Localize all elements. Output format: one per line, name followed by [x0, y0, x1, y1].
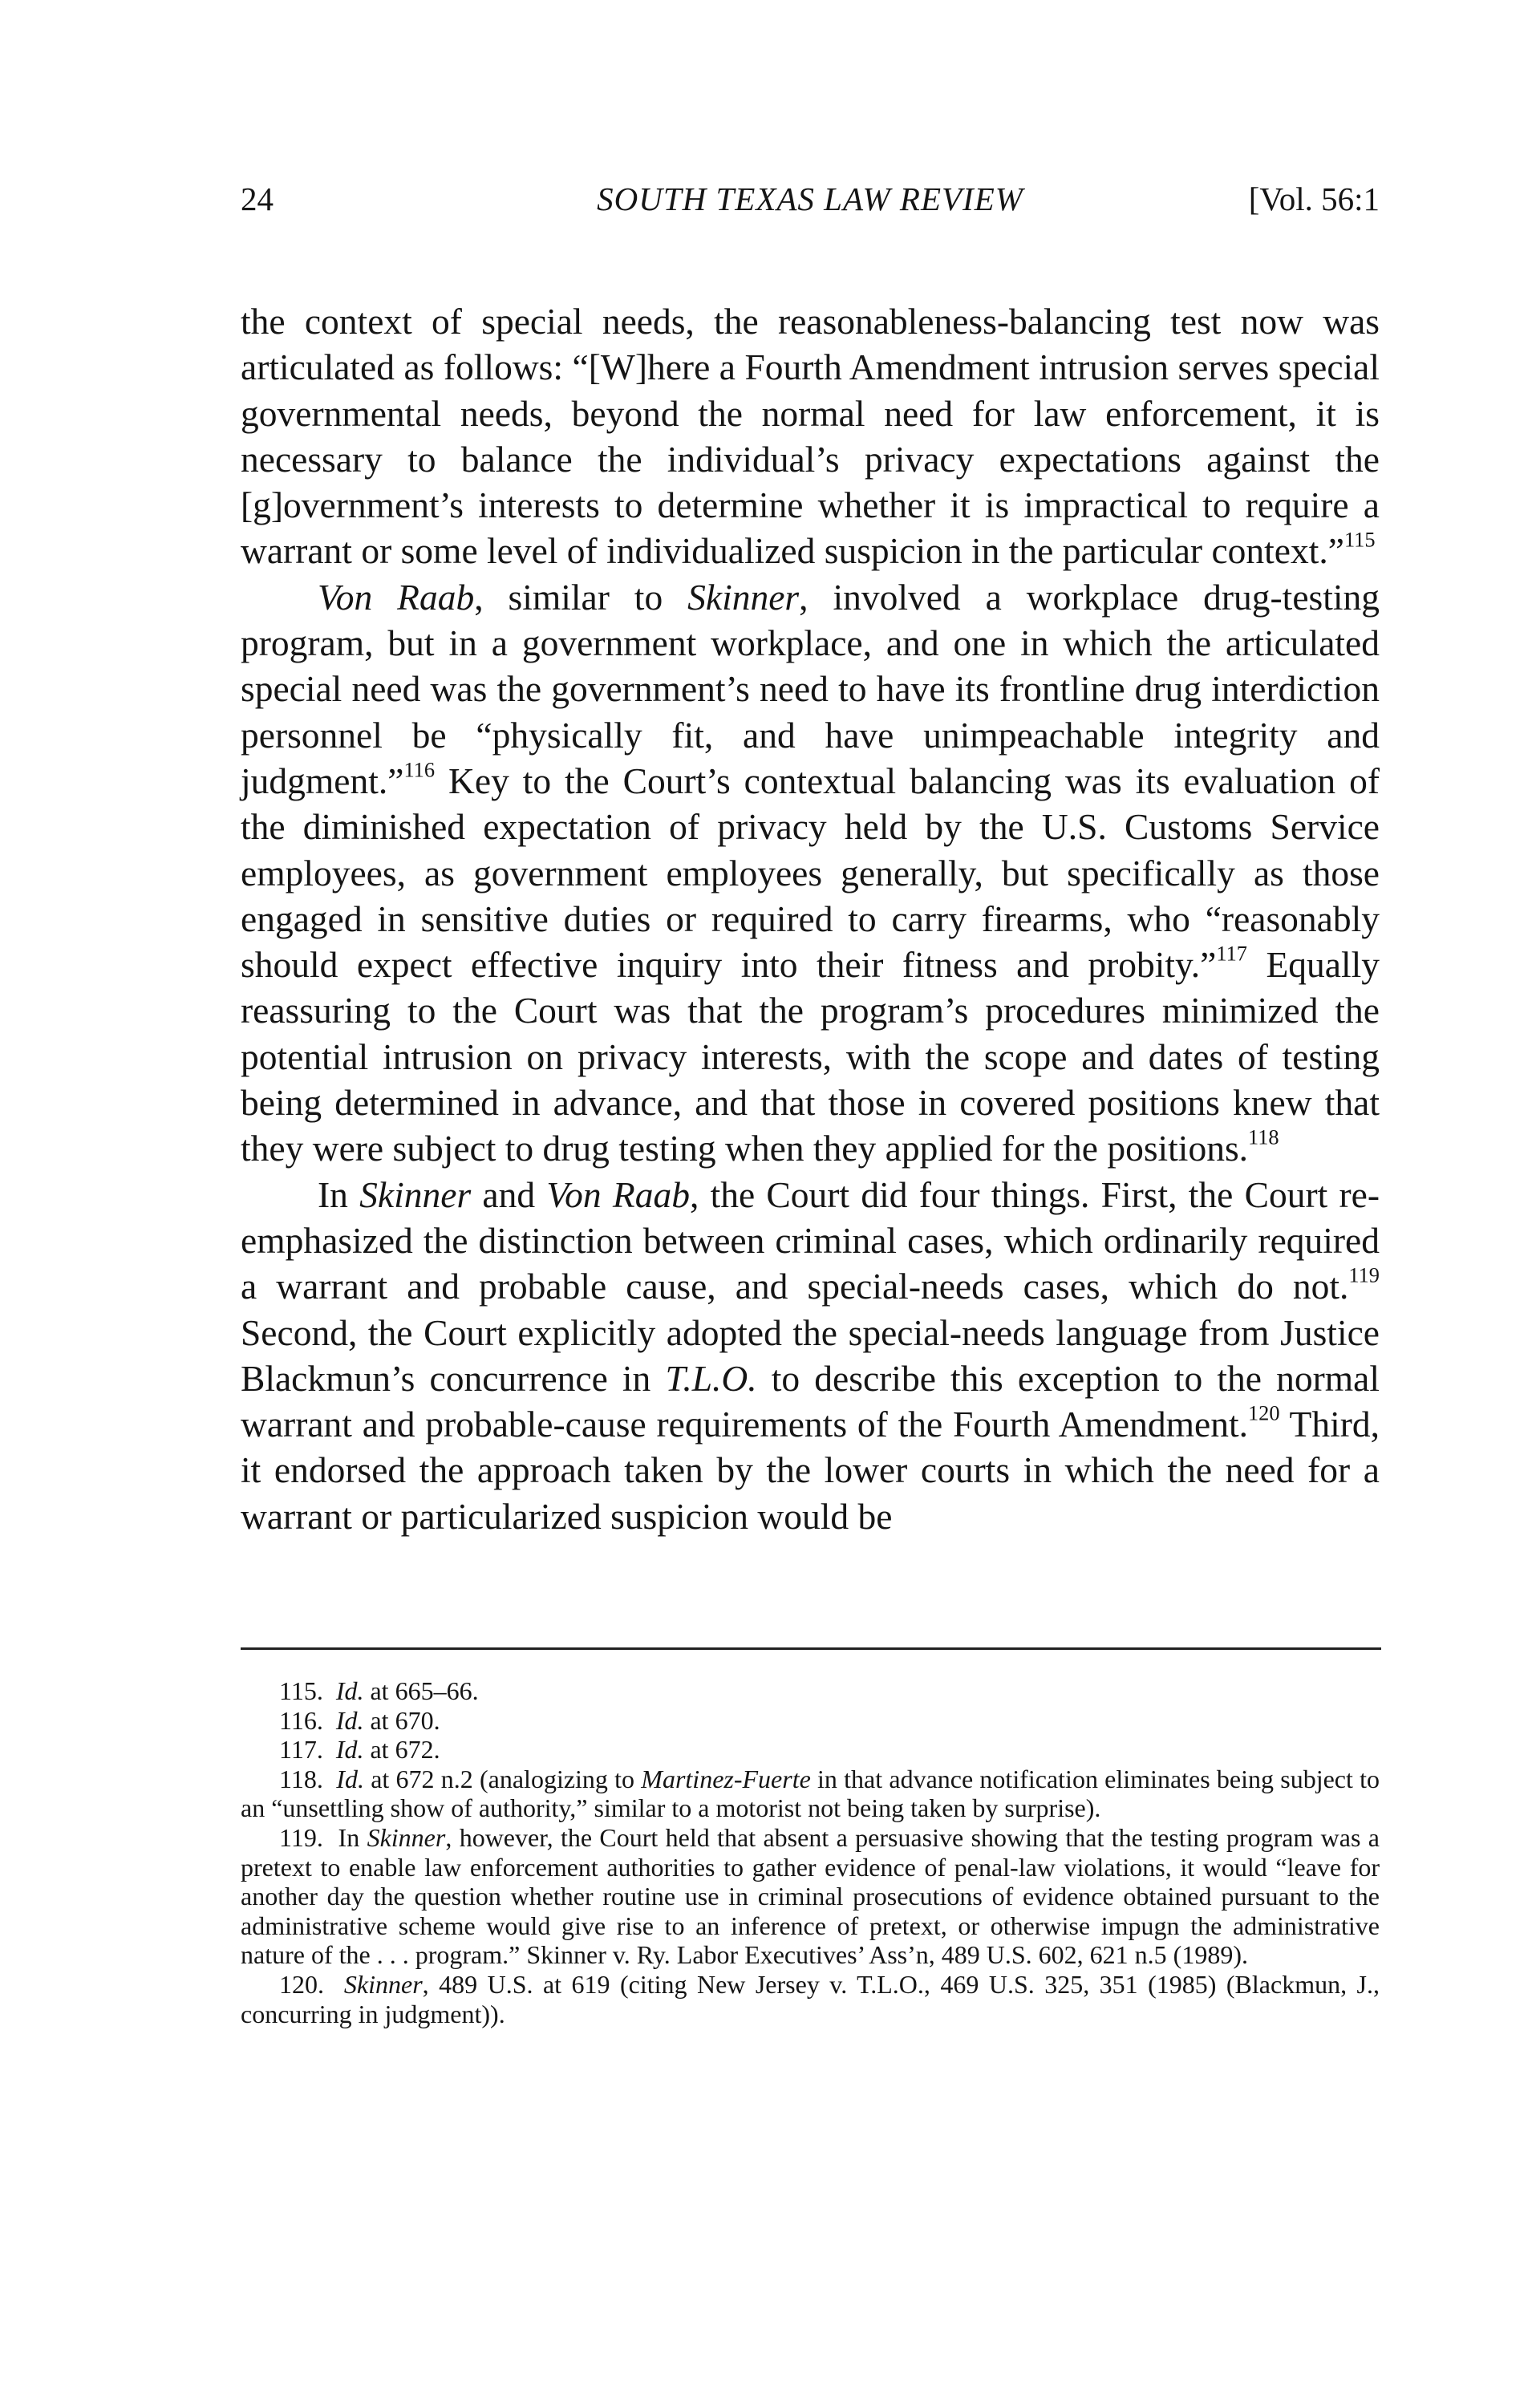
volume-label: [Vol. 56:1 — [1248, 180, 1380, 217]
footnotes — [241, 1676, 1380, 2028]
footnote-ref-118[interactable]: 118 — [1248, 1124, 1279, 1149]
footnote-118: 118. Id. at 672 n.2 (analogizing to Martinez-Fuerte in that advance notification eliminates being subject to an “unsettling show of authority,” similar to a motorist not being taken by surprise). — [241, 1764, 1380, 1823]
running-header — [241, 175, 1380, 223]
footnote-ref-119[interactable]: 119 — [1348, 1262, 1380, 1287]
footnote-ref-117[interactable]: 117 — [1216, 941, 1247, 966]
footnote-116: 116. Id. at 670. — [279, 1705, 440, 1735]
footnote-ref-120[interactable]: 120 — [1247, 1400, 1280, 1425]
footnote-ref-116[interactable]: 116 — [403, 757, 436, 782]
main-text — [241, 298, 1380, 1539]
paragraph-von-raab: Von Raab, similar to Skinner, involved a workplace drug-testing program, but in a government workplace, and one in which the articulated special need was the government’s need to have its frontline drug interdiction personnel be “physically fit, and have unimpeachable integrity and judgment.”$^{116}$ Key to the Court’s contextual balancing was its evaluation of the diminished expectation of privacy held by the U.S. Customs Service employees, as government employees generally, but specifically as those engaged in sensitive duties or required to carry firearms, who “reasonably should expect effective inquiry into their fitness and probity.”$^{117}$ Equally reassuring to the Court was that the program’s procedures minimized the potential intrusion on privacy interests, with the scope and dates of testing being determined in advance, and that those in covered positions knew that they were subject to drug testing when they applied for the positions.$^{118}$ — [241, 576, 1380, 1169]
page-number: 24 — [241, 180, 274, 217]
footnote-ref-115[interactable]: 115 — [1343, 527, 1376, 552]
footnote-115: 115. Id. at 665–66. — [279, 1676, 479, 1705]
footnote-119: 119. In Skinner, however, the Court held that absent a persuasive showing that the testing program was a pretext to enable law enforcement authorities to gather evidence of penal-law violations, it would “leave for another day the question whether routine use in criminal prosecutions of evidence obtained pursuant to the administrative scheme would give rise to an inference of pretext, or otherwise impugn the administrative nature of the . . . program.” Skinner v. Ry. Labor Executives’ Ass’n, 489 U.S. 602, 621 n.5 (1989). — [241, 1822, 1380, 1970]
paragraph-continued: the context of special needs, the reasonableness-balancing test now was articulated as follows: “[W]here a Fourth Amendment intrusion serves special governmental needs, beyond the normal need for law enforcement, it is necessary to balance the individual’s privacy expectations against the [g]overnment’s interests to determine whether it is impractical to require a warrant or some level of individualized suspicion in the particular context.”$^{115}$ — [241, 301, 1380, 572]
journal-title: SOUTH TEXAS LAW REVIEW — [597, 180, 1023, 217]
footnote-117: 117. Id. at 672. — [279, 1735, 440, 1765]
paragraph-four-things: In Skinner and Von Raab, the Court did four things. First, the Court re-emphasized the distinction between criminal cases, which ordinarily required a warrant and probable cause, and special-needs cases, which do not.$^{119}$ Second, the Court explicitly adopted the special-needs language from Justice Blackmun’s concurrence in T.L.O. to describe this exception to the normal warrant and probable-cause requirements of the Fourth Amendment.$^{120}$ Third, it endorsed the approach taken by the lower courts in which the need for a warrant or particularized suspicion would be — [241, 1173, 1380, 1537]
footnote-120: 120. Skinner, 489 U.S. at 619 (citing New Jersey v. T.L.O., 469 U.S. 325, 351 (1985) (Blackmun, J., concurring in judgment)). — [241, 1969, 1380, 2028]
footnote-divider — [241, 1647, 1381, 1650]
